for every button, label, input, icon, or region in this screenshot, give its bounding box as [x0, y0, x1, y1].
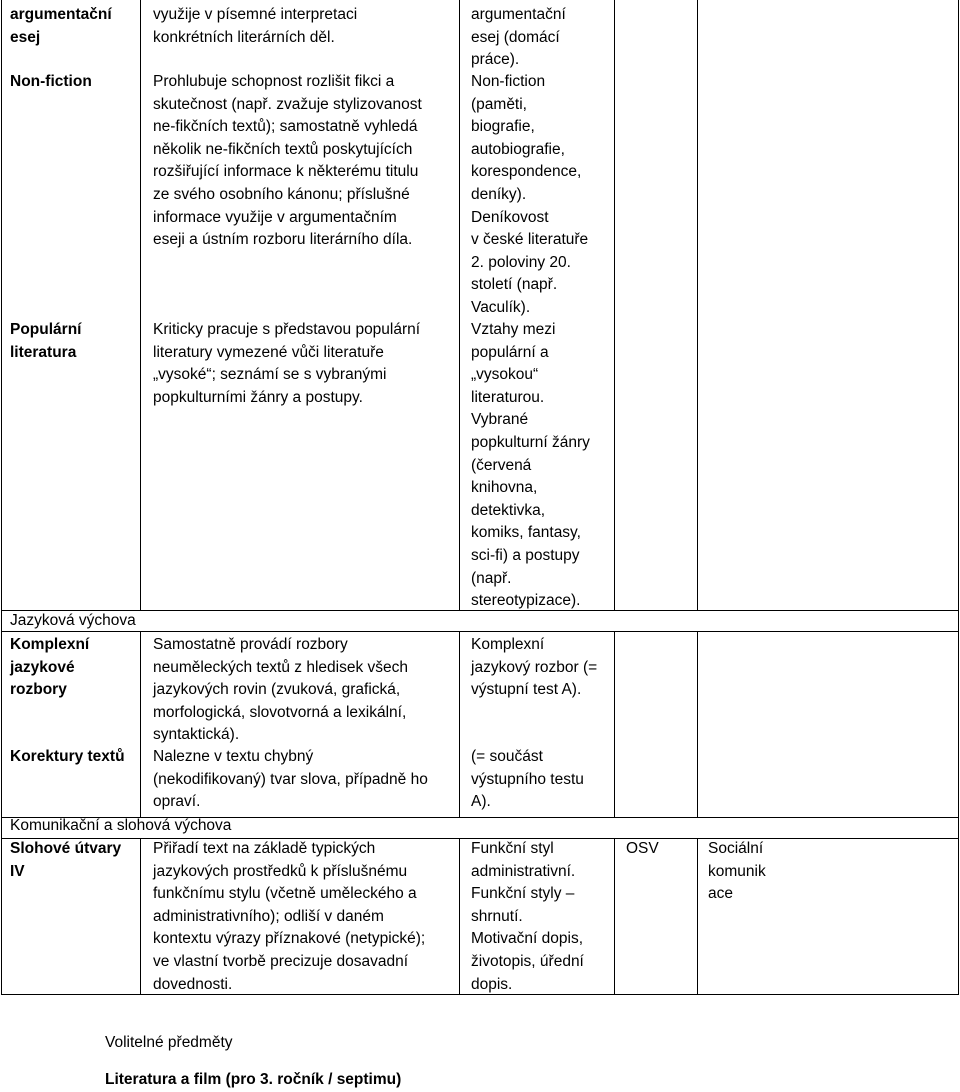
- table-col-divider-2: [459, 631, 460, 817]
- cross-topic-socialni-komunikace: Sociální komunik ace: [708, 840, 766, 903]
- table-col-divider-4: [697, 0, 698, 610]
- table-col-divider-2: [459, 838, 460, 995]
- outcome-komplexni-rozbory: Samostatně provádí rozbory neuměleckých textů z hledisek všech jazykových rovin (zvuková, grafická, morfologická, slovotvorná a lexikální, syntaktická).: [153, 636, 409, 744]
- topic-korektury-textu: Korektury textů: [10, 748, 125, 765]
- topic-argumentacni-esej: argumentační esej: [10, 6, 112, 46]
- topic-slohove-utvary: Slohové útvary IV: [10, 840, 122, 880]
- table-col-divider-3: [614, 0, 615, 610]
- section-heading-literatura-a-film: Literatura a film (pro 3. ročník / septimu): [105, 1071, 402, 1088]
- content-komplexni-rozbory: Komplexní jazykový rozbor (= výstupní test A).: [471, 636, 598, 699]
- content-non-fiction: Non-fiction (paměti, biografie, autobiografie, korespondence, deníky). Deníkovost v české literatuře 2. poloviny 20. století (např. Vaculík).: [471, 73, 589, 316]
- section-komunikacni-vychova: Komunikační a slohová výchova: [10, 817, 232, 834]
- table-col-divider-2: [459, 0, 460, 610]
- outcome-korektury-textu: Nalezne v textu chybný (nekodifikovaný) tvar slova, případně ho opraví.: [153, 748, 428, 811]
- section-jazykova-vychova: Jazyková výchova: [10, 612, 136, 629]
- table-col-divider-4: [697, 631, 698, 817]
- outcome-non-fiction: Prohlubuje schopnost rozlišit fikci a skutečnost (např. zvažuje stylizovanost ne-fikčních textů); samostatně vyhledá několik ne-fikčních textů poskytujících rozšiřující informace k některému titulu ze svého osobního kánonu; příslušné informace využije v argumentačním eseji a ústním rozboru literárního díla.: [153, 73, 422, 249]
- topic-popularni-literatura: Populární literatura: [10, 321, 82, 361]
- outcome-slohove-utvary: Přiřadí text na základě typických jazykových prostředků k příslušnému funkčnímu stylu (včetně uměleckého a administrativního); odliší v daném kontextu výrazy příznakové (netypické); ve vlastní tvorbě precizuje dosavadní dovednosti.: [153, 840, 426, 993]
- table-col-divider-1: [140, 0, 141, 610]
- content-argumentacni-esej: argumentační esej (domácí práce).: [471, 6, 566, 69]
- content-popularni-literatura: Vztahy mezi populární a „vysokou“ literaturou. Vybrané popkulturní žánry (červená knihovna, detektivka, komiks, fantasy, sci-fi) a postupy (např. stereotypizace).: [471, 321, 590, 610]
- table-col-divider-3: [614, 838, 615, 995]
- table-col-divider-1: [140, 631, 141, 817]
- table-col-divider-4: [697, 838, 698, 995]
- table-col-divider-3: [614, 631, 615, 817]
- table-col-divider-1: [140, 838, 141, 995]
- outcome-popularni-literatura: Kriticky pracuje s představou populární literatury vymezené vůči literatuře „vysoké“; seznámí se s vybranými popkulturními žánry a postupy.: [153, 321, 421, 406]
- cross-topic-osv: OSV: [626, 840, 659, 857]
- content-slohove-utvary: Funkční styl administrativní. Funkční styly – shrnutí. Motivační dopis, životopis, úřední dopis.: [471, 840, 584, 993]
- section-heading-volitelne-predmety: Volitelné předměty: [105, 1034, 233, 1051]
- content-korektury-textu: (= součást výstupního testu A).: [471, 748, 584, 811]
- topic-non-fiction: Non-fiction: [10, 73, 92, 90]
- table-border-right: [958, 0, 959, 995]
- topic-komplexni-rozbory: Komplexní jazykové rozbory: [10, 636, 90, 699]
- table-border-left: [1, 0, 2, 995]
- outcome-argumentacni-esej: využije v písemné interpretaci konkrétních literárních děl.: [153, 6, 358, 46]
